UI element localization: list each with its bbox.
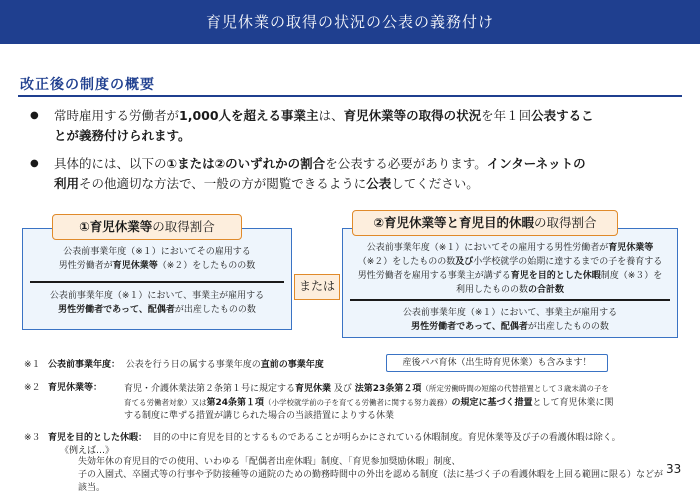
text-run-small: （小学校就学前の子を育てる労働者に関する努力義務） (264, 398, 452, 407)
text-run-bold: 育児休業 (295, 384, 332, 394)
text-run-small: 育てる労働者対象）又は (124, 398, 207, 407)
note-2-term (48, 382, 118, 395)
bullet-2-text (54, 154, 684, 194)
text-run: する制度に準ずる措置が講じられた場合の当該措置によりする休業 (124, 411, 395, 421)
text-run: 及び (333, 384, 352, 394)
text-run-bold: の規定に基づく措置 (451, 398, 533, 408)
note-term: 公表前事業年度： (48, 360, 121, 370)
text-run: （※２）をしたものの数 (157, 261, 256, 271)
text-run: 利用したものの数 (455, 285, 528, 295)
note-3-example-label: 《例えば…》 (60, 446, 115, 456)
note-term: 育児を目的とした休暇： (48, 433, 148, 443)
title-bold: ①育児休業等 (79, 219, 153, 234)
bullet-1-text (54, 106, 684, 146)
text-run-bold: 育児休業等 (112, 261, 158, 271)
text-run: 制度（※３）を (600, 271, 663, 281)
fraction-line (30, 281, 284, 283)
note-3-mark: ※３ (24, 433, 41, 443)
text-run-bold: 第24条第１項 (206, 398, 265, 408)
text-run-bold: 男性労働者であって、配偶者 (58, 305, 175, 315)
note-3-examples (78, 456, 668, 495)
title-rest: の取得割合 (152, 219, 215, 234)
text-run: 公表前事業年度（※１）においてその雇用する男性労働者が (366, 243, 609, 253)
text-run-bold: の合計数 (528, 285, 565, 295)
text-run: 男性労働者が (58, 261, 113, 271)
bullet-dot-icon: ● (30, 158, 39, 169)
note-3 (48, 432, 688, 445)
text-run-bold: とが義務付けられます。 (54, 128, 191, 143)
text-run: 男性労働者を雇用する事業主が講ずる (357, 271, 511, 281)
text-run: を公表する必要があります。 (325, 156, 487, 171)
text-run-bold: 直前の事業年度 (260, 360, 324, 370)
text-run-bold: 公表 (366, 176, 392, 191)
text-run: として育児休業に関 (532, 398, 614, 408)
text-run-bold: 1,000人を超える事業主 (179, 108, 319, 123)
text-run: 失効年休の育児目的での使用、いわゆる「配偶者出産休暇」制度、「育児参加奨励休暇」制度、 (78, 457, 461, 467)
note-1-mark: ※１ (24, 360, 41, 370)
formula-left-title (52, 214, 242, 240)
text-run-bold: 利用 (54, 176, 80, 191)
bullet-dot-icon: ● (30, 110, 39, 121)
text-run-bold: 男性労働者であって、配偶者 (411, 322, 528, 332)
text-run: 公表前事業年度（※１）において、事業主が雇用する (49, 291, 265, 301)
text-run: が出産したものの数 (527, 322, 609, 332)
text-run-bold: 法第23条第２項 (354, 384, 422, 394)
formula-right-title (352, 210, 618, 236)
page-number: 33 (666, 462, 682, 476)
note-2 (124, 382, 684, 423)
text-run: 常時雇用する労働者が (54, 108, 180, 123)
text-run: 公表を行う日の属する事業年度の (125, 360, 261, 370)
note-2-mark: ※２ (24, 383, 41, 393)
text-run: 公表前事業年度（※１）において、事業主が雇用する (402, 308, 618, 318)
section-divider (18, 95, 682, 97)
right-denominator (344, 306, 676, 334)
text-run: 小学校就学の始期に達するまでの子を養育する (473, 257, 663, 267)
text-run-bold: インターネットの (486, 156, 586, 171)
left-numerator (24, 245, 290, 273)
section-title: 改正後の制度の概要 (20, 77, 155, 93)
text-run: 育児・介護休業法第２条第１号に規定する (124, 384, 296, 394)
text-run: 目的の中に育児を目的とするものであることが明らかにされている休暇制度。育児休業等及び子の看護休暇は除く。 (152, 433, 621, 443)
text-run-bold: 育児休業等の取得の状況 (343, 108, 482, 123)
title-bold: ②育児休業等と育児目的休暇 (373, 215, 535, 230)
or-label: または (294, 274, 340, 300)
text-run: 具体的には、以下の (54, 156, 167, 171)
text-run-bold: 育児を目的とした休暇 (510, 271, 601, 281)
text-run: してください。 (391, 176, 479, 191)
text-run: が出産したものの数 (174, 305, 256, 315)
text-run: （※２）をしたものの数 (357, 257, 456, 267)
note-term: 育児休業等： (48, 383, 103, 393)
fraction-line (350, 299, 670, 301)
text-run-bold: 育児休業等 (608, 243, 654, 253)
text-run: を年１回 (481, 108, 532, 123)
text-run-bold: 及び (455, 257, 474, 267)
text-run: 公表前事業年度（※１）においてその雇用する (63, 247, 251, 257)
text-run: は、 (318, 108, 344, 123)
text-run: 子の入園式、卒園式等の行事や予防接種等の通院のための勤務時間中の外出を認める制度（法に基づく子の看護休暇を上回る範囲に限る）などが該当。 (78, 470, 664, 493)
text-run-bold: 公表するこ (531, 108, 594, 123)
left-denominator (24, 289, 290, 317)
page-title: 育児休業の取得の状況の公表の義務付け (205, 13, 494, 31)
text-run: その他適切な方法で、一般の方が閲覧できるように (79, 176, 367, 191)
header-bar (0, 0, 700, 44)
text-run-bold: ①または②のいずれかの割合 (166, 156, 326, 171)
note-1 (48, 359, 388, 372)
callout-box: 産後パパ育休（出生時育児休業）も含みます！ (386, 354, 608, 372)
text-run-small: （所定労働時間の短縮の代替措置として３歳未満の子を (421, 384, 609, 393)
title-rest: の取得割合 (534, 215, 597, 230)
right-numerator (344, 241, 676, 297)
